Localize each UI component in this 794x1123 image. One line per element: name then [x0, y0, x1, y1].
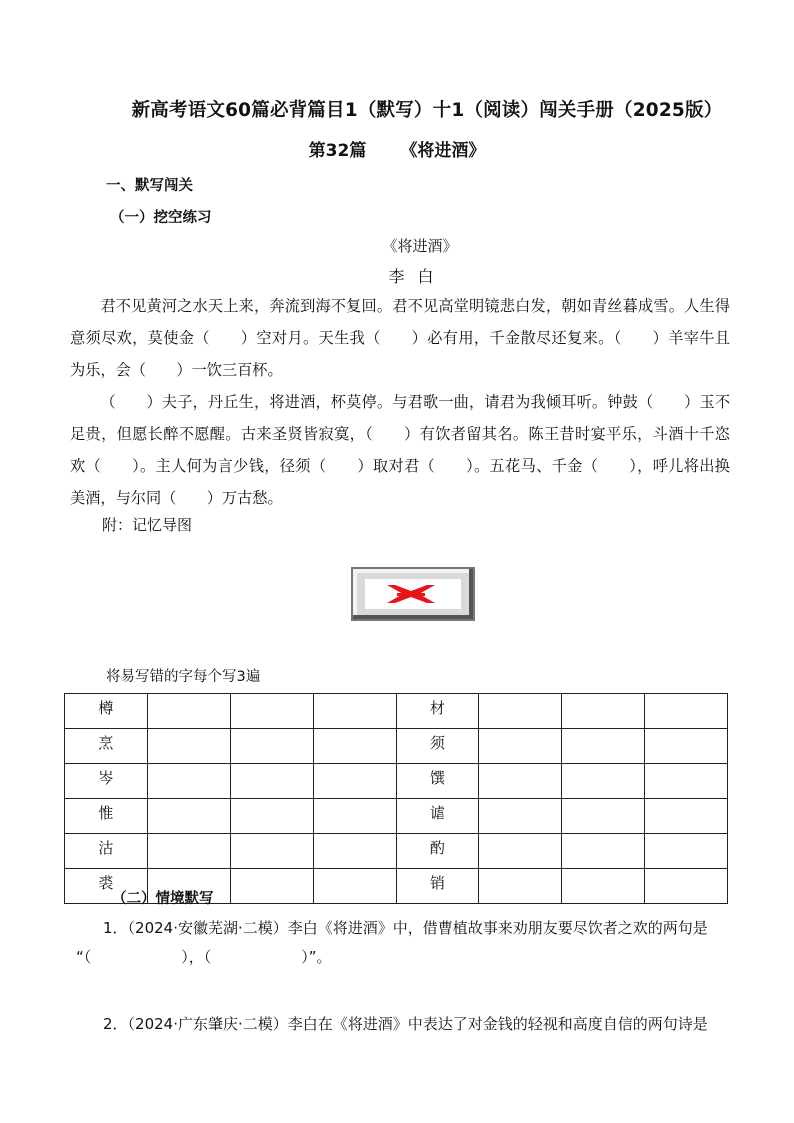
writing-cell[interactable] [479, 694, 562, 729]
broken-image-icon [351, 567, 475, 621]
writing-cell[interactable] [479, 729, 562, 764]
writing-cell[interactable] [230, 799, 313, 834]
practice-char: 岑 [65, 764, 148, 799]
writing-cell[interactable] [562, 729, 645, 764]
practice-char: 沽 [65, 834, 148, 869]
writing-cell[interactable] [313, 869, 396, 904]
practice-char: 销 [396, 869, 479, 904]
writing-cell[interactable] [562, 764, 645, 799]
writing-cell[interactable] [479, 799, 562, 834]
writing-cell[interactable] [313, 729, 396, 764]
writing-cell[interactable] [230, 729, 313, 764]
writing-cell[interactable] [147, 764, 230, 799]
practice-char: 材 [396, 694, 479, 729]
writing-cell[interactable] [147, 729, 230, 764]
table-row [65, 834, 728, 869]
writing-cell[interactable] [645, 729, 728, 764]
table-row [65, 694, 728, 729]
writing-cell[interactable] [645, 694, 728, 729]
document-title: 新高考语文60篇必背篇目1（默写）十1（阅读）闯关手册（2025版） [131, 100, 723, 121]
writing-cell[interactable] [645, 799, 728, 834]
section-heading-context: （二）情境默写 [112, 891, 214, 907]
chapter-number: 第32篇 [308, 141, 367, 161]
poem-paragraph-1: 君不见黄河之水天上来，奔流到海不复回。君不见高堂明镜悲白发，朝如青丝暮成雪。人生得意须尽欢，莫使金（ ）空对月。天生我（ ）必有用，千金散尽还复来。（ ）羊宰牛且为乐，会（ ）一饮三百杯。 [70, 297, 730, 379]
red-x-icon [353, 569, 477, 623]
writing-cell[interactable] [313, 834, 396, 869]
writing-cell[interactable] [147, 799, 230, 834]
practice-char: 须 [396, 729, 479, 764]
writing-cell[interactable] [313, 799, 396, 834]
table-row [65, 729, 728, 764]
writing-cell[interactable] [562, 869, 645, 904]
chapter-title [0, 136, 794, 161]
practice-char: 酌 [396, 834, 479, 869]
writing-cell[interactable] [645, 764, 728, 799]
writing-cell[interactable] [313, 694, 396, 729]
table-row [65, 799, 728, 834]
poem-paragraph-2: （ ）夫子，丹丘生，将进酒，杯莫停。与君歌一曲，请君为我倾耳听。钟鼓（ ）玉不足贵，但愿长醉不愿醒。古来圣贤皆寂寞，（ ）有饮者留其名。陈王昔时宴平乐，斗酒十千恣欢（ ）。主人何为言少钱，径须（ ）取对君（ ）。五花马、千金（ ），呼儿将出换美酒，与尔同（ ）万古愁。 [70, 393, 730, 507]
table-row [65, 764, 728, 799]
practice-char: 惟 [65, 799, 148, 834]
writing-cell[interactable] [479, 869, 562, 904]
writing-cell[interactable] [230, 694, 313, 729]
writing-cell[interactable] [562, 694, 645, 729]
writing-cell[interactable] [230, 869, 313, 904]
writing-cell[interactable] [645, 869, 728, 904]
writing-cell[interactable] [147, 834, 230, 869]
practice-char: 樽 [65, 694, 148, 729]
writing-cell[interactable] [479, 764, 562, 799]
writing-cell[interactable] [230, 834, 313, 869]
writing-cell[interactable] [313, 764, 396, 799]
writing-cell[interactable] [645, 834, 728, 869]
writing-cell[interactable] [147, 694, 230, 729]
writing-cell[interactable] [562, 834, 645, 869]
practice-caption: 将易写错的字每个写3遍 [106, 669, 261, 685]
section-heading-dictation: 一、默写闯关 [106, 178, 193, 194]
practice-char: 馔 [396, 764, 479, 799]
question-1-blanks[interactable]: “（ ），（ ）”。 [76, 948, 332, 966]
practice-table [64, 693, 728, 904]
sub-heading-fill-blank: （一）挖空练习 [110, 210, 212, 226]
question-1: 1．（2024·安徽芜湖·二模）李白《将进酒》中，借曹植故事来劝朋友要尽饮者之欢的两句是 [103, 919, 708, 937]
mindmap-note: 附：记忆导图 [102, 516, 193, 534]
writing-cell[interactable] [562, 799, 645, 834]
question-2: 2．（2024·广东肇庆·二模）李白在《将进酒》中表达了对金钱的轻视和高度自信的两句诗是 [103, 1015, 708, 1033]
practice-char: 谑 [396, 799, 479, 834]
practice-char: 烹 [65, 729, 148, 764]
chapter-name: 《将进酒》 [400, 141, 486, 161]
poem-author: 李 白 [388, 267, 438, 286]
writing-cell[interactable] [230, 764, 313, 799]
practice-char: 裘 [65, 869, 148, 904]
poem-title: 《将进酒》 [382, 237, 458, 255]
writing-cell[interactable] [479, 834, 562, 869]
